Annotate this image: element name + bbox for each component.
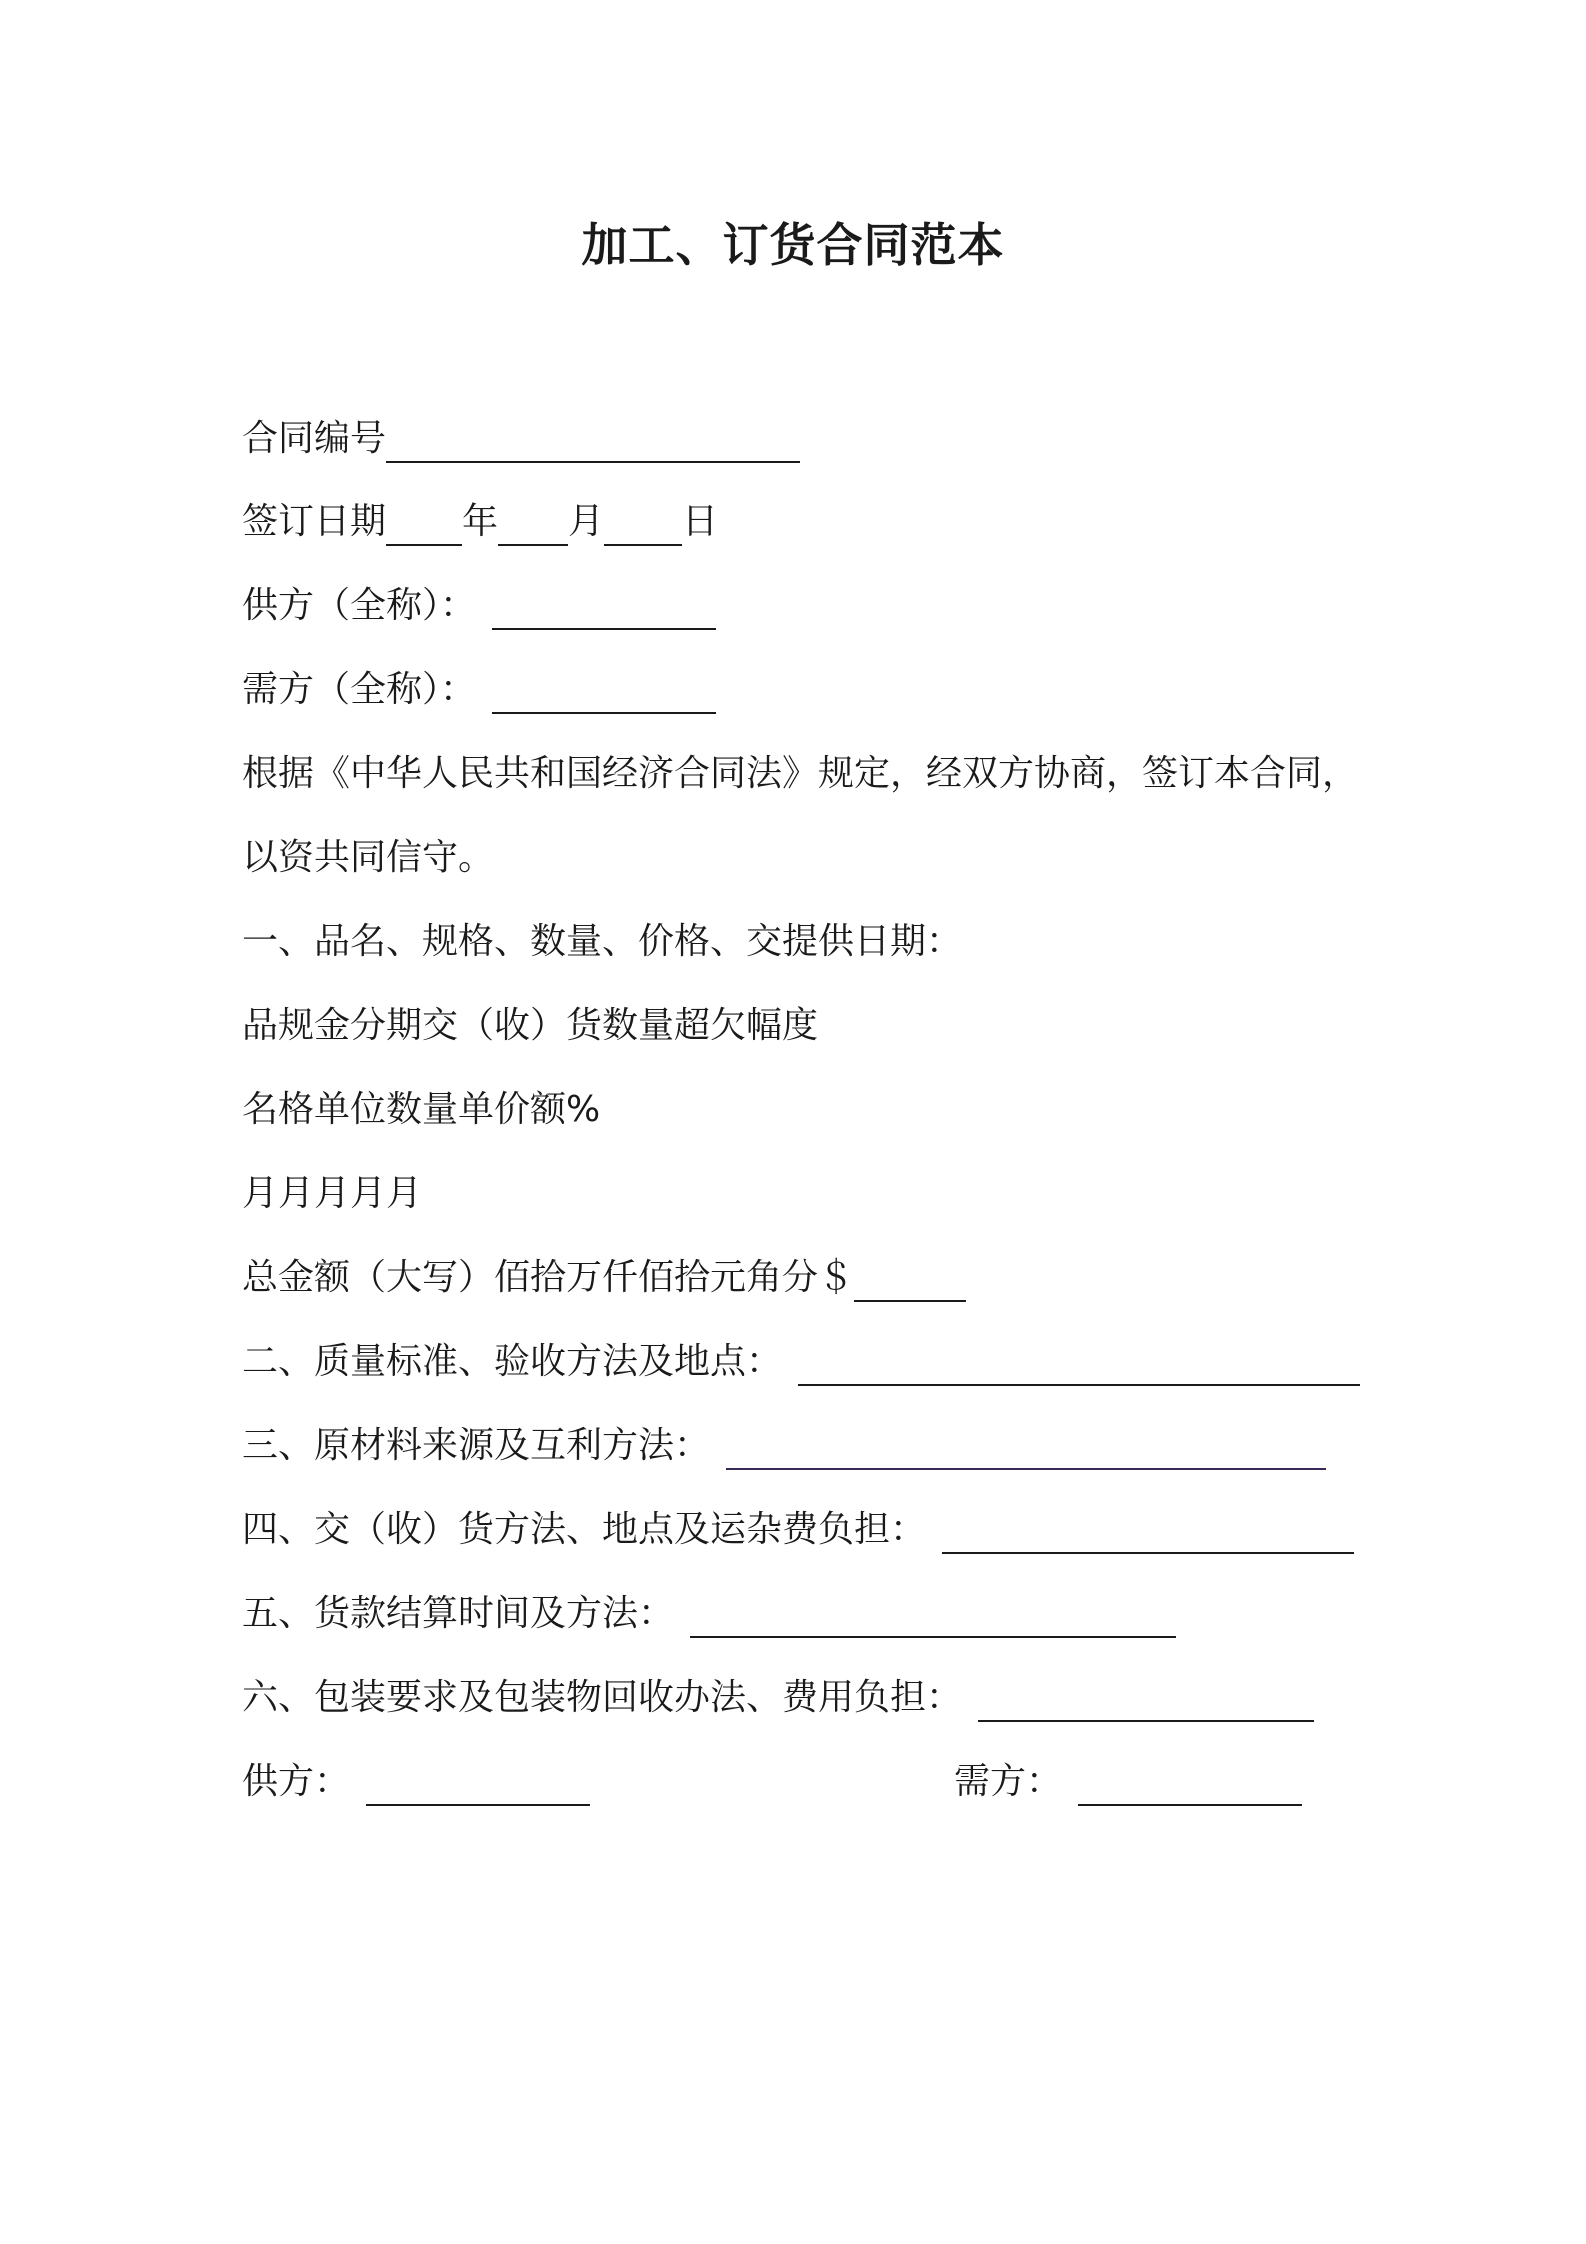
supplier-fullname-line	[242, 576, 716, 636]
section-3-line	[242, 1416, 1326, 1476]
section-6-label: 六、包装要求及包装物回收办法、费用负担：	[242, 1677, 963, 1718]
section-4-blank[interactable]	[942, 1506, 1354, 1554]
section-1-heading: 一、品名、规格、数量、价格、交提供日期：	[242, 921, 963, 962]
section-6-line	[242, 1668, 1314, 1728]
section-4-line	[242, 1500, 1354, 1560]
sign-date-line	[242, 492, 718, 552]
table-header-row-2: 名格单位数量单价额%	[242, 1089, 601, 1130]
supplier-signature-line	[242, 1752, 590, 1812]
sign-day-label: 日	[682, 501, 719, 542]
sign-year-blank[interactable]	[386, 498, 462, 546]
preamble-line-1: 根据《中华人民共和国经济合同法》规定，经双方协商，签订本合同，	[242, 753, 1359, 794]
buyer-signature-line	[954, 1752, 1302, 1812]
section-3-label: 三、原材料来源及互利方法：	[242, 1425, 711, 1466]
table-header-row-1: 品规金分期交（收）货数量超欠幅度	[242, 1005, 819, 1046]
supplier-fullname-label: 供方（全称）：	[242, 585, 477, 626]
sign-month-blank[interactable]	[498, 498, 568, 546]
section-6-blank[interactable]	[978, 1674, 1314, 1722]
section-2-label: 二、质量标准、验收方法及地点：	[242, 1341, 783, 1382]
contract-number-line	[242, 409, 800, 469]
contract-number-blank[interactable]	[386, 415, 800, 463]
sign-month-label: 月	[568, 501, 605, 542]
section-2-blank[interactable]	[798, 1338, 1360, 1386]
section-4-label: 四、交（收）货方法、地点及运杂费负担：	[242, 1509, 927, 1550]
document-title: 加工、订货合同范本	[581, 218, 1005, 272]
sign-day-blank[interactable]	[604, 498, 682, 546]
sign-year-label: 年	[462, 501, 499, 542]
contract-number-label: 合同编号	[242, 418, 387, 459]
section-2-line	[242, 1332, 1360, 1392]
total-amount-blank[interactable]	[854, 1254, 966, 1302]
supplier-signature-blank[interactable]	[366, 1758, 590, 1806]
section-5-blank[interactable]	[690, 1590, 1176, 1638]
total-amount-line	[242, 1248, 966, 1308]
section-3-blank[interactable]	[726, 1422, 1326, 1470]
section-5-label: 五、货款结算时间及方法：	[242, 1593, 675, 1634]
buyer-fullname-label: 需方（全称）：	[242, 669, 477, 710]
buyer-signature-blank[interactable]	[1078, 1758, 1302, 1806]
supplier-fullname-blank[interactable]	[492, 582, 716, 630]
table-header-row-3: 月月月月月	[242, 1173, 423, 1214]
preamble-line-2: 以资共同信守。	[242, 837, 495, 878]
buyer-signature-label: 需方：	[954, 1761, 1063, 1802]
section-5-line	[242, 1584, 1176, 1644]
supplier-signature-label: 供方：	[242, 1761, 351, 1802]
buyer-fullname-line	[242, 660, 716, 720]
sign-date-label: 签订日期	[242, 501, 387, 542]
buyer-fullname-blank[interactable]	[492, 666, 716, 714]
total-amount-label: 总金额（大写）佰拾万仟佰拾元角分＄	[242, 1257, 855, 1298]
